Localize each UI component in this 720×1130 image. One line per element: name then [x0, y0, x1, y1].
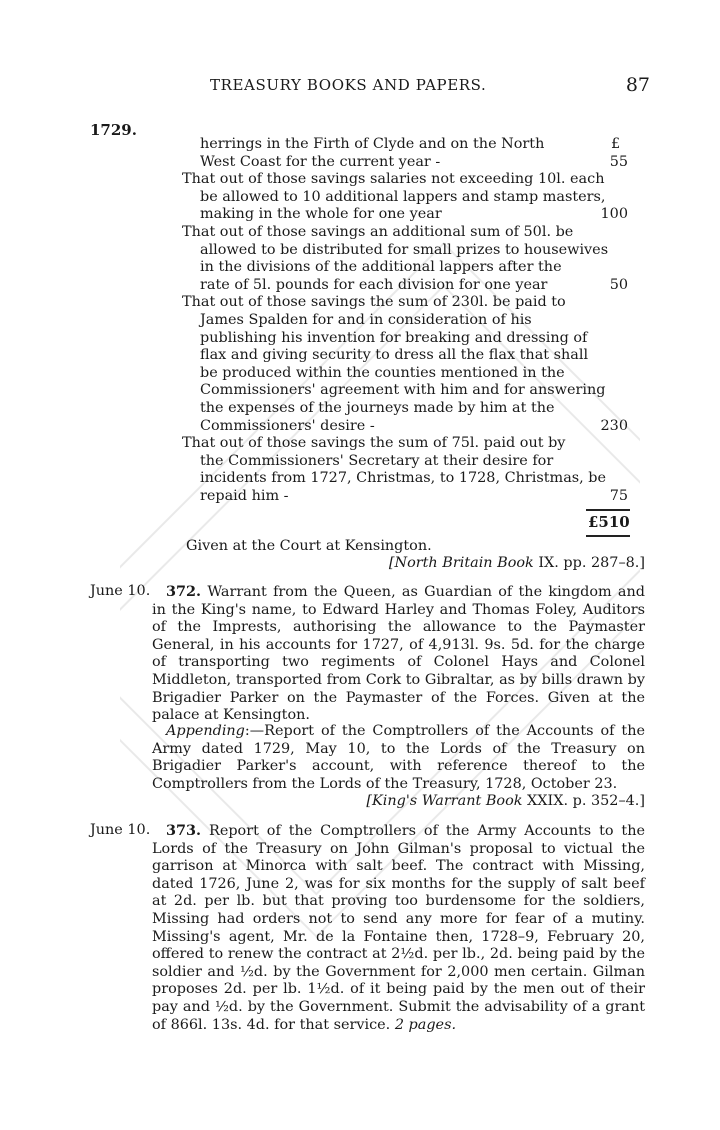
- savings-line-text: making in the whole for one year: [200, 206, 442, 223]
- savings-line-text: rate of 5l. pounds for each division for one year: [200, 276, 548, 293]
- savings-line-text: be produced within the counties mentioned in the: [200, 364, 565, 381]
- savings-line: [182, 312, 628, 330]
- savings-line-text: flax and giving security to dress all the flax that shall: [200, 347, 589, 364]
- savings-line-text: Commissioners' agreement with him and for answering: [200, 382, 606, 399]
- savings-line: [182, 242, 628, 260]
- reference-kings-warrant: [King's Warrant Book XXIX. p. 352–4.]: [366, 793, 645, 809]
- savings-line-amount: 55: [609, 153, 628, 170]
- entry-373-date: June 10.: [90, 822, 151, 838]
- page-header: [0, 76, 720, 98]
- savings-line: [182, 206, 628, 224]
- savings-line: [182, 418, 628, 436]
- savings-line-text: That out of those savings an additional sum of 50l. be: [182, 223, 574, 240]
- savings-line: [182, 382, 628, 400]
- savings-line-text: the expenses of the journeys made by him at the: [200, 399, 555, 416]
- appending-text: :—Report of the Comptrollers of the Accounts of the Army dated 1729, May 10, to the Lords of the Treasury on Brigadier Parker's account, with reference thereof to the Comptrollers from the Lords of the Treasury, 1728, October 23.: [152, 723, 645, 792]
- savings-line-text: James Spalden for and in consideration of his: [200, 311, 532, 328]
- entry-373-pages: 2 pages.: [394, 1016, 457, 1033]
- ref-location: IX. pp. 287–8.]: [533, 555, 645, 571]
- entry-372-appending: [152, 723, 645, 793]
- savings-line-text: the Commissioners' Secretary at their desire for: [200, 452, 554, 469]
- ref-book-title: King's Warrant Book: [372, 793, 523, 809]
- savings-line: [182, 453, 628, 471]
- savings-line: [182, 277, 628, 295]
- entry-372-number: 372.: [166, 583, 202, 600]
- savings-line-text: West Coast for the current year -: [200, 153, 441, 170]
- savings-list: [182, 136, 628, 505]
- total-rule-top: [586, 509, 630, 511]
- entry-372-date: June 10.: [90, 583, 151, 599]
- savings-line: [182, 224, 628, 242]
- running-title: TREASURY BOOKS AND PAPERS.: [210, 76, 487, 94]
- margin-year: 1729.: [90, 121, 137, 139]
- reference-north-britain: [North Britain Book IX. pp. 287–8.]: [388, 555, 645, 571]
- savings-line: [182, 171, 628, 189]
- savings-line-text: herrings in the Firth of Clyde and on the North: [200, 136, 545, 152]
- savings-line: [182, 488, 628, 506]
- entry-373: [152, 822, 645, 1034]
- savings-line-amount: 230: [600, 417, 628, 434]
- savings-line-text: Commissioners' desire -: [200, 417, 375, 434]
- entry-373-number: 373.: [166, 822, 202, 839]
- savings-line: [182, 259, 628, 277]
- savings-line-amount: 50: [609, 276, 628, 293]
- savings-line-amount: 75: [609, 487, 628, 504]
- savings-line-text: incidents from 1727, Christmas, to 1728, Christmas, be: [200, 470, 607, 487]
- savings-line-text: That out of those savings the sum of 75l. paid out by: [182, 435, 566, 452]
- entry-372: [152, 583, 645, 725]
- savings-line-text: publishing his invention for breaking and dressing of: [200, 329, 588, 346]
- ref-location: XXIX. p. 352–4.]: [522, 793, 645, 809]
- savings-line: [182, 400, 628, 418]
- savings-line: [182, 347, 628, 365]
- savings-line: [182, 435, 628, 453]
- entry-373-text: Report of the Comptrollers of the Army Accounts to the Lords of the Treasury on John Gilman's proposal to victual the garrison at Minorca with salt beef. The contract with Missing, dated 1726, June 2, was for six months for the supply of salt beef at 2d. per lb. but that proving too burdensome for the soldiers, Missing had orders not to send any more for fear of a mutiny. Missing's agent, Mr. de la Fontaine then, 1728–9, February 20, offered to renew the contract at 2½d. per lb., 2d. being paid by the soldier and ½d. by the Government for 2,000 men certain. Gilman proposes 2d. per lb. 1½d. of it being paid by the men out of their pay and ½d. by the Government. Submit the advisability of a grant of 866l. 13s. 4d. for that service.: [152, 823, 645, 1033]
- appending-label: Appending: [166, 723, 245, 739]
- ref-book-title: North Britain Book: [394, 555, 534, 571]
- savings-line: [182, 294, 628, 312]
- savings-line-text: repaid him -: [200, 487, 289, 504]
- total-rule-bottom: [586, 535, 630, 537]
- entry-372-text: Warrant from the Queen, as Guardian of the kingdom and in the King's name, to Edward Harley and Thomas Foley, Auditors of the Imprests, authorising the allowance to the Paymaster General, in his accounts for 1727, of 4,913l. 9s. 5d. for the charge of transporting two regiments of Colonel Hays and Colonel Middleton, transported from Cork to Gibraltar, as by bills drawn by Brigadier Parker on the Paymaster of the Forces. Given at the palace at Kensington.: [152, 584, 645, 724]
- given-at: Given at the Court at Kensington.: [186, 538, 432, 554]
- savings-line: [182, 136, 628, 154]
- savings-line-text: be allowed to 10 additional lappers and stamp masters,: [200, 188, 606, 205]
- savings-line-text: allowed to be distributed for small prizes to housewives: [200, 241, 609, 258]
- savings-line: [182, 189, 628, 207]
- savings-line: [182, 470, 628, 488]
- savings-line-text: That out of those savings the sum of 230l. be paid to: [182, 294, 566, 311]
- currency-symbol: £: [611, 136, 621, 152]
- savings-line: [182, 330, 628, 348]
- savings-total: £510: [588, 513, 630, 531]
- savings-line-amount: 100: [600, 206, 628, 223]
- savings-line-text: in the divisions of the additional lappers after the: [200, 259, 562, 276]
- savings-line: [182, 154, 628, 172]
- savings-line-text: That out of those savings salaries not exceeding 10l. each: [182, 171, 605, 188]
- savings-line: [182, 365, 628, 383]
- page-number: 87: [625, 74, 650, 96]
